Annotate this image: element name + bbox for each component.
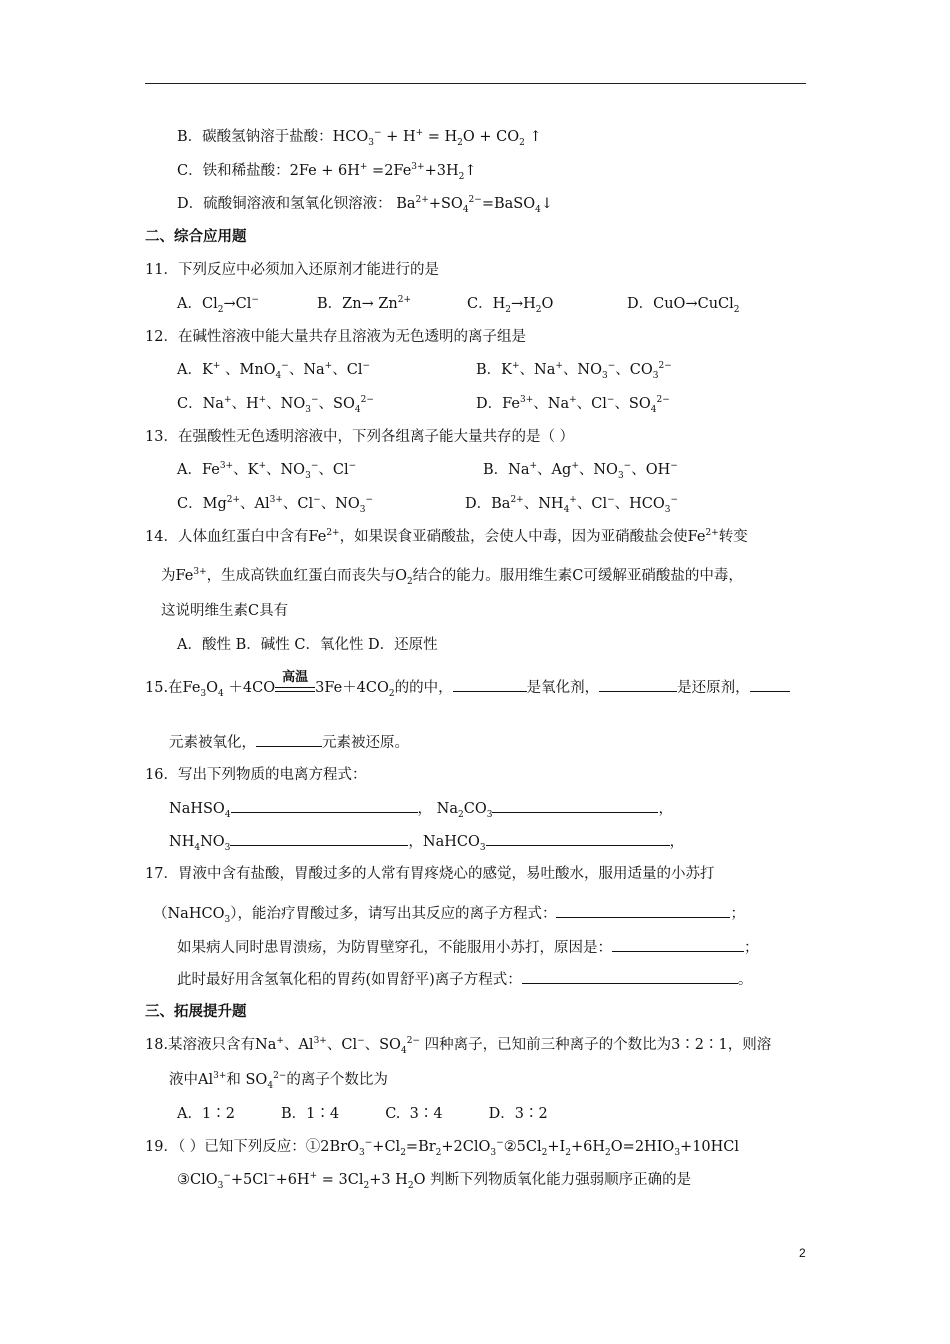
blank-nahso4[interactable] — [231, 798, 418, 813]
q13-option-c: C．$Mg^{2+}$、$Al^{3+}$、Cl−、$NO_3^-$ — [177, 495, 374, 515]
q18-line-2: 液中$Al^{3+}$和 $SO_4^{2-}$的离子个数比为 — [169, 1071, 388, 1091]
q19-line-2: ③ClO$_3$−+5Cl−+6H+ = $3Cl_2+3$ $H_2O$ 判断下列物质氧化能力强弱顺序正确的是 — [177, 1171, 692, 1191]
section-heading-2: 二、综合应用题 — [145, 228, 247, 245]
blank-oxidant[interactable] — [453, 677, 527, 692]
q10-option-b: B．碳酸氢钠溶于盐酸：$HCO_3^- + H^+ = H_2O + CO_2$ ↑ — [177, 128, 542, 148]
blank-oxidized-element[interactable] — [750, 677, 790, 692]
blank-ionic-equation[interactable] — [556, 903, 730, 918]
q15-line-1: 15.在$Fe_3O_4 +4CO$ 高温 $3Fe+4CO_2$的的中， 是氧化剂， 是还原剂， — [145, 677, 790, 698]
section-heading-3: 三、拓展提升题 — [145, 1003, 247, 1020]
page-number: 2 — [799, 1246, 806, 1260]
q11-option-d: D．CuO→CuCl$_2$ — [627, 296, 740, 315]
q18-options: A．1∶2 B．1∶4 C. 3∶4 D．3∶2 — [177, 1106, 548, 1122]
q14-line-2: 为$Fe^{3+}$，生成高铁血红蛋白而丧失与$O_2$结合的能力。服用维生素C可缓解亚硝酸盐的中毒， — [161, 567, 743, 587]
reaction-condition: 高温 — [275, 679, 315, 692]
q12-option-d: D．$Fe^{3+}$、Na+、Cl−、$SO_4^{2-}$ — [476, 395, 670, 415]
q12-stem: 12．在碱性溶液中能大量共存且溶液为无色透明的离子组是 — [145, 329, 526, 345]
q11-stem: 11．下列反应中必须加入还原剂才能进行的是 — [145, 262, 439, 278]
q17-line-1: 17．胃液中含有盐酸，胃酸过多的人常有胃疼烧心的感觉，易吐酸水，服用适量的小苏打 — [145, 866, 715, 882]
q16-row-1: NaHSO$_4$ ， $Na_2CO_3$ ， — [169, 798, 673, 819]
blank-nahco3[interactable] — [486, 831, 670, 846]
blank-antacid-equation[interactable] — [522, 969, 738, 984]
q14-line-1: 14．人体血红蛋白中含有$Fe^{2+}$，如果误食亚硝酸盐，会使人中毒，因为亚硝酸盐会使$Fe^{2+}$转变 — [145, 528, 748, 545]
q14-line-3: 这说明维生素C具有 — [161, 603, 289, 619]
q17-line-2: （NaHCO$_3$），能治疗胃酸过多，请写出其反应的离子方程式： ； — [153, 903, 745, 924]
q11-option-c: C．$H_2\to H_2O$ — [467, 296, 554, 315]
q13-option-b: B．Na+、Ag+、$NO_3^-$、OH− — [483, 461, 678, 481]
q10-option-d: D．硫酸铜溶液和氢氧化钡溶液： $Ba^{2+}+SO_4^{2-}=BaSO_4↓$ — [177, 195, 553, 215]
q14-options: A．酸性 B．碱性 C．氧化性 D．还原性 — [177, 637, 438, 653]
q10-option-c: C．铁和稀盐酸：$2Fe + 6H^+ =2Fe^{3+}+3H_2↑$ — [177, 162, 477, 182]
q17-line-3: 如果病人同时患胃溃疡，为防胃壁穿孔，不能服用小苏打，原因是： ； — [177, 937, 759, 958]
q15-line-2: 元素被氧化， 元素被还原。 — [169, 732, 409, 753]
q13-option-d: D．$Ba^{2+}$、$NH_4^+$、Cl−、$HCO_3^-$ — [465, 495, 679, 515]
q11-option-a: A．$Cl_2\to Cl^-$ — [177, 295, 259, 315]
q17-line-4: 此时最好用含氢氧化稆的胃药(如胃舒平)离子方程式： 。 — [177, 969, 752, 990]
q19-line-1: 19．（ ）已知下列反应：$①2BrO_3^-+Cl_2=Br_2+2ClO_3^-②5Cl_2+I_2+6H_2O=2HIO_3+10HCl$ — [145, 1138, 740, 1158]
header-rule — [145, 83, 806, 84]
q18-line-1: 18.某溶液只含有Na+、$Al^{3+}$、Cl−、$SO_4^{2-}$ 四种离子，已知前三种离子的个数比为3∶2∶1，则溶 — [145, 1036, 772, 1056]
q12-option-c: C．Na+、H+、$NO_3^-$、$SO_4^{2-}$ — [177, 395, 374, 415]
q12-option-b: B．K+、Na+、$NO_3^-$、$CO_3^{2-}$ — [476, 361, 672, 381]
q13-stem: 13．在强酸性无色透明溶液中，下列各组离子能大量共存的是（ ） — [145, 429, 575, 445]
blank-reductant[interactable] — [599, 677, 677, 692]
blank-reduced-element[interactable] — [256, 732, 322, 747]
q16-stem: 16．写出下列物质的电离方程式： — [145, 767, 367, 783]
blank-nh4no3[interactable] — [230, 831, 408, 846]
q11-option-b: B．$Zn\to Zn^{2+}$ — [317, 295, 412, 312]
q12-option-a: A．K+ 、MnO$_4$−、Na+、Cl− — [177, 361, 370, 381]
blank-reason[interactable] — [612, 937, 744, 952]
q13-option-a: A．$Fe^{3+}$、K+、$NO_3^-$、Cl− — [177, 461, 357, 481]
q16-row-2: $NH_4NO_3$ ，NaHCO$_3$ ， — [169, 831, 684, 852]
blank-na2co3[interactable] — [492, 798, 658, 813]
